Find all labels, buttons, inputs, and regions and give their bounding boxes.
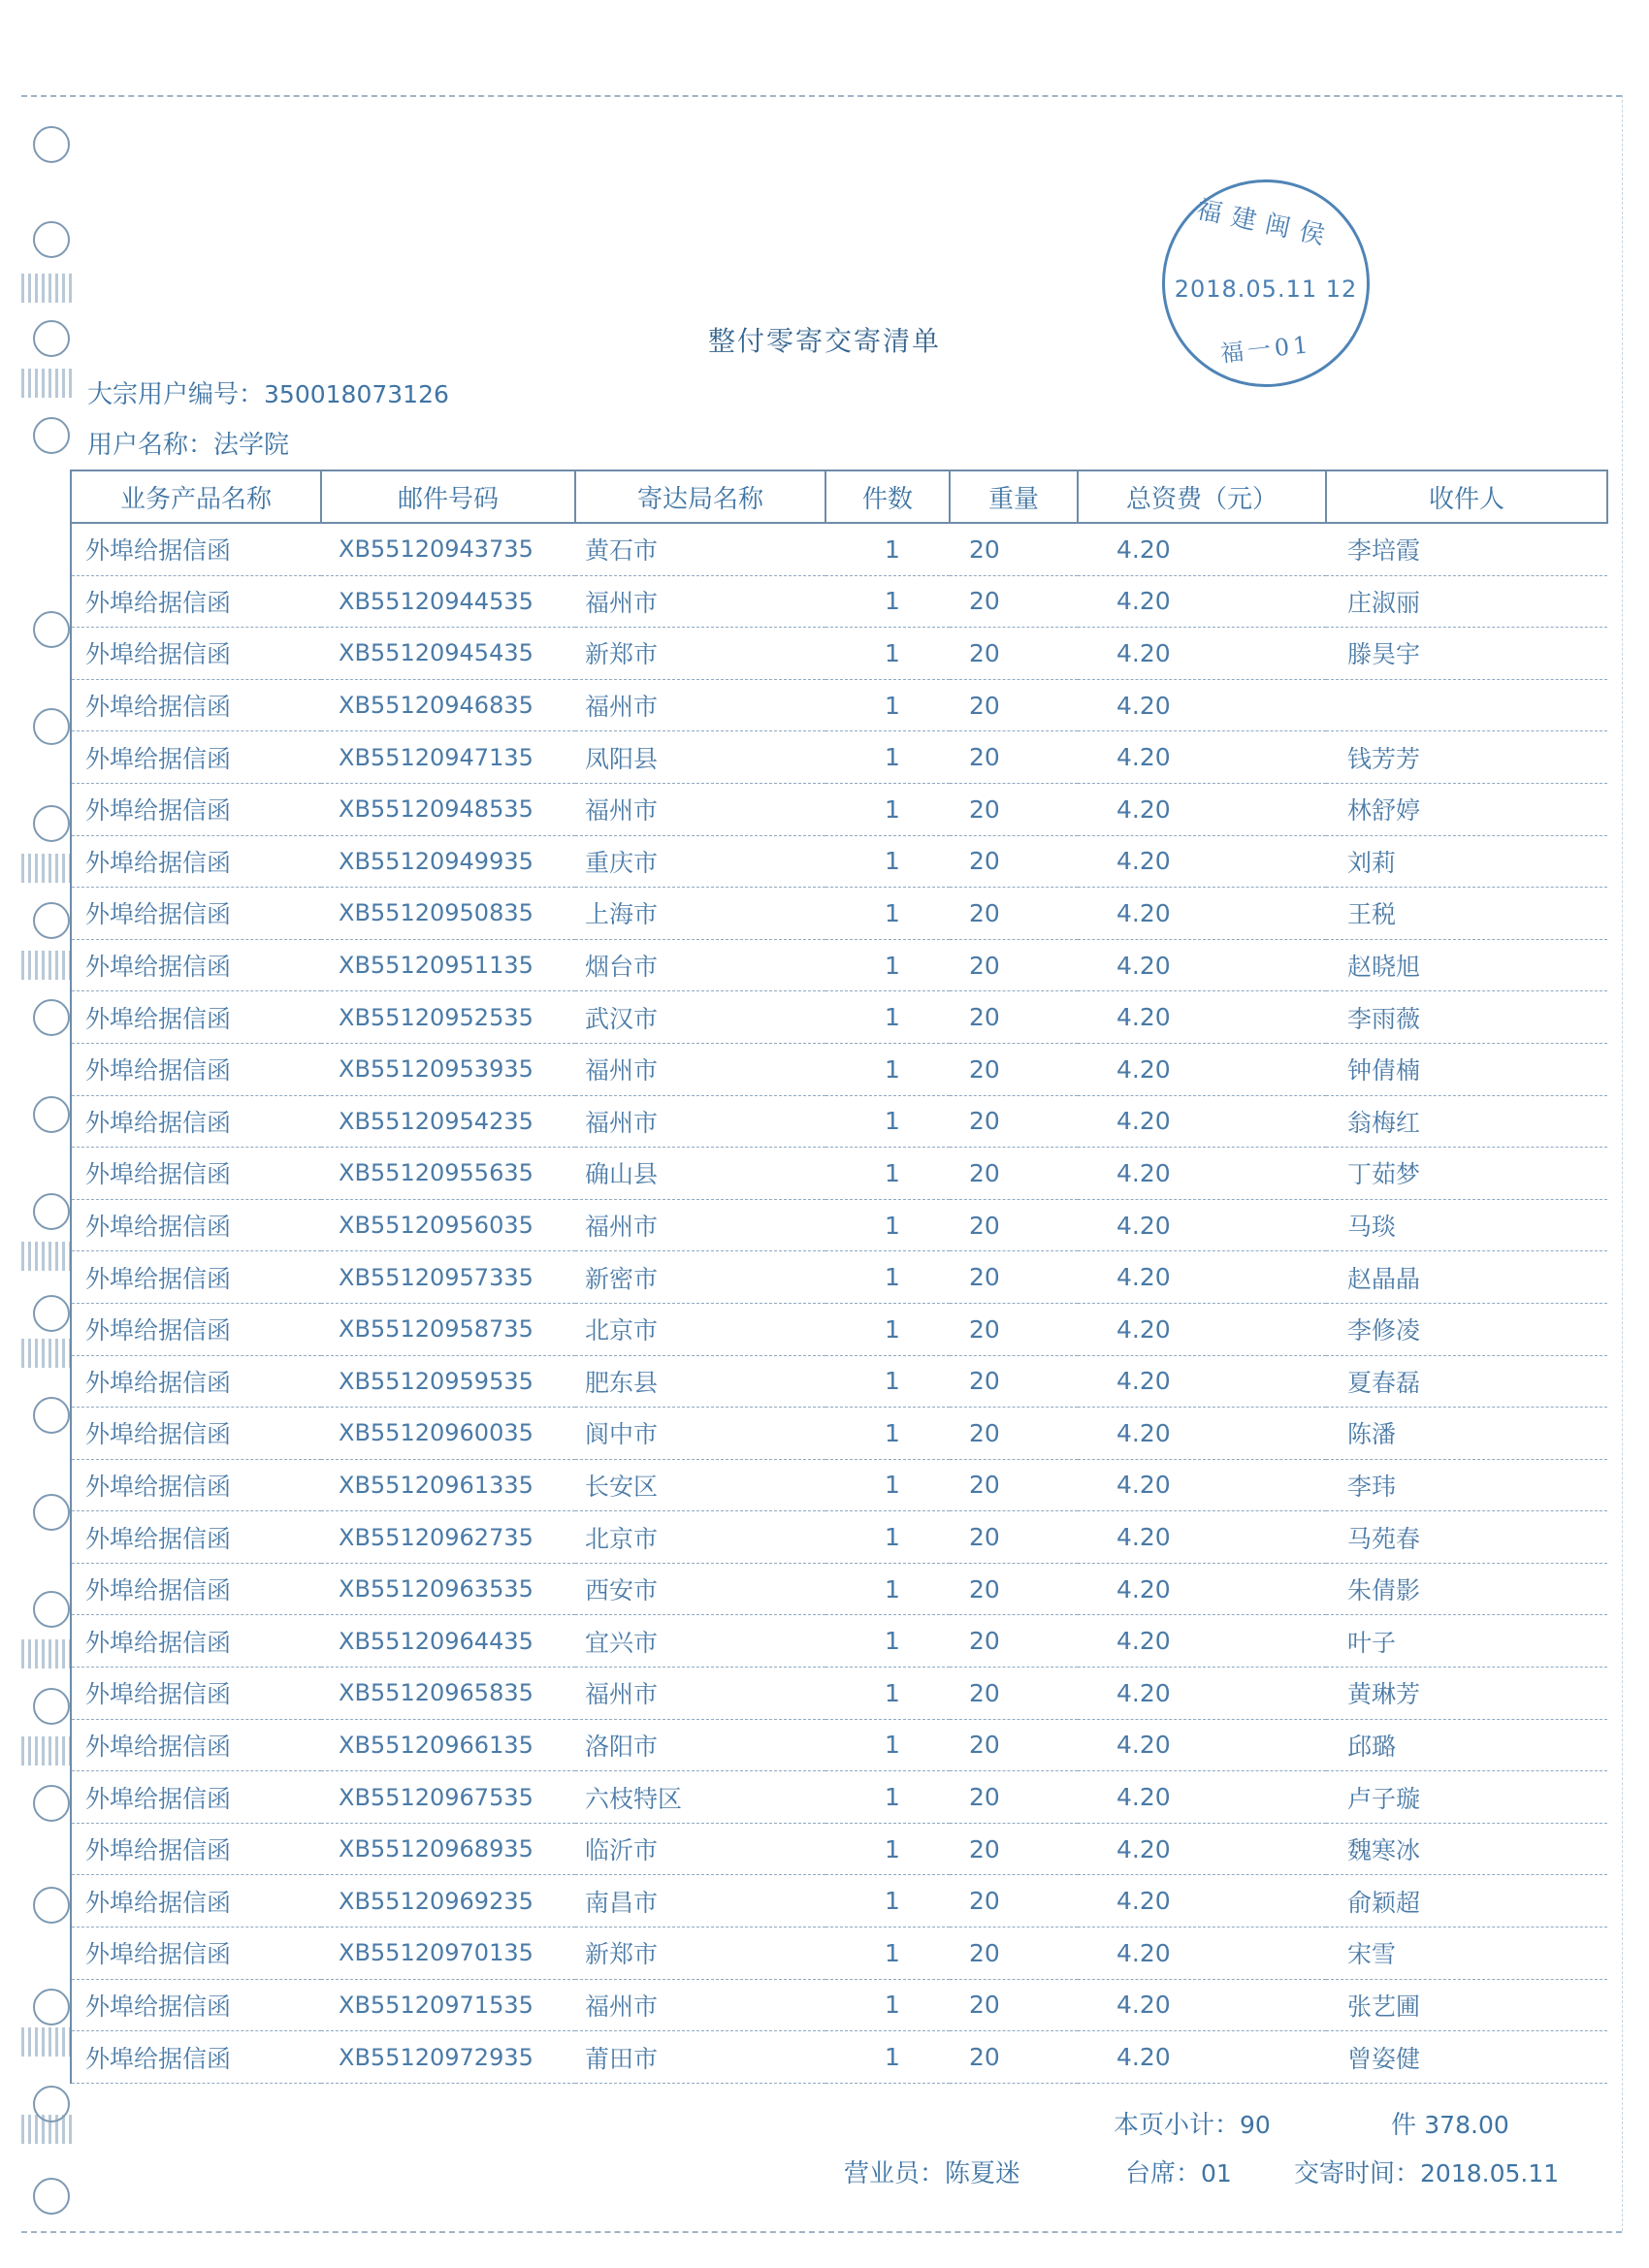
cell-destination: 新郑市 xyxy=(575,1928,825,1980)
cell-destination: 宜兴市 xyxy=(575,1615,825,1668)
cell-mail-number: XB55120971535 xyxy=(321,1979,575,2031)
cell-product: 外埠给据信函 xyxy=(71,1823,321,1875)
cell-mail-number: XB55120957335 xyxy=(321,1251,575,1304)
submit-time-label: 交寄时间： xyxy=(1294,2159,1421,2188)
cell-weight: 20 xyxy=(950,1303,1078,1355)
table-body xyxy=(71,523,1607,2083)
cell-count: 1 xyxy=(825,1408,950,1460)
customer-name-value: 法学院 xyxy=(213,431,290,460)
cell-weight: 20 xyxy=(950,1459,1078,1511)
cell-count: 1 xyxy=(825,1251,950,1304)
feed-mark xyxy=(21,951,72,980)
cell-weight: 20 xyxy=(950,731,1078,784)
cell-recipient: 刘莉 xyxy=(1326,835,1607,888)
cell-weight: 20 xyxy=(950,523,1078,575)
cell-count: 1 xyxy=(825,1928,950,1980)
table-row xyxy=(71,991,1607,1044)
cell-product: 外埠给据信函 xyxy=(71,628,321,680)
cell-total-fee: 4.20 xyxy=(1078,1148,1326,1200)
customer-name-label: 用户名称： xyxy=(87,431,214,460)
cell-product: 外埠给据信函 xyxy=(71,1928,321,1980)
cell-count: 1 xyxy=(825,888,950,940)
cell-mail-number: XB55120952535 xyxy=(321,991,575,1044)
cell-count: 1 xyxy=(825,1095,950,1148)
cell-weight: 20 xyxy=(950,1563,1078,1615)
cell-count: 1 xyxy=(825,1511,950,1564)
cell-destination: 福州市 xyxy=(575,1043,825,1095)
cell-product: 外埠给据信函 xyxy=(71,1199,321,1251)
col-header-recipient: 收件人 xyxy=(1326,470,1607,523)
subtotal-fee: 378.00 xyxy=(1424,2111,1509,2139)
cell-product: 外埠给据信函 xyxy=(71,2031,321,2084)
cell-product: 外埠给据信函 xyxy=(71,1408,321,1460)
table-row xyxy=(71,679,1607,731)
cell-weight: 20 xyxy=(950,1719,1078,1771)
cell-mail-number: XB55120963535 xyxy=(321,1563,575,1615)
cell-mail-number: XB55120959535 xyxy=(321,1355,575,1408)
cell-weight: 20 xyxy=(950,575,1078,628)
page-bottom-edge xyxy=(21,2231,1622,2233)
cell-count: 1 xyxy=(825,628,950,680)
cell-product: 外埠给据信函 xyxy=(71,991,321,1044)
col-header-count: 件数 xyxy=(825,470,950,523)
cell-product: 外埠给据信函 xyxy=(71,939,321,991)
cell-total-fee: 4.20 xyxy=(1078,1199,1326,1251)
table-row xyxy=(71,1928,1607,1980)
feed-mark xyxy=(21,274,72,303)
cell-total-fee: 4.20 xyxy=(1078,1043,1326,1095)
cell-mail-number: XB55120949935 xyxy=(321,835,575,888)
feed-mark xyxy=(21,854,72,883)
cell-count: 1 xyxy=(825,1771,950,1824)
cell-recipient: 宋雪 xyxy=(1326,1928,1607,1980)
cell-total-fee: 4.20 xyxy=(1078,1303,1326,1355)
cell-product: 外埠给据信函 xyxy=(71,1511,321,1564)
clerk-name: 陈夏迷 xyxy=(945,2159,1021,2188)
cell-recipient: 马琰 xyxy=(1326,1199,1607,1251)
cell-recipient: 陈潘 xyxy=(1326,1408,1607,1460)
table-row xyxy=(71,1459,1607,1511)
table-row xyxy=(71,1563,1607,1615)
cell-product: 外埠给据信函 xyxy=(71,1355,321,1408)
page-top-edge xyxy=(21,95,1622,97)
cell-product: 外埠给据信函 xyxy=(71,523,321,575)
cell-mail-number: XB55120968935 xyxy=(321,1823,575,1875)
cell-mail-number: XB55120945435 xyxy=(321,628,575,680)
cell-total-fee: 4.20 xyxy=(1078,835,1326,888)
table-row xyxy=(71,1979,1607,2031)
cell-total-fee: 4.20 xyxy=(1078,1668,1326,1720)
cell-weight: 20 xyxy=(950,783,1078,835)
cell-count: 1 xyxy=(825,1823,950,1875)
cell-recipient: 魏寒冰 xyxy=(1326,1823,1607,1875)
cell-weight: 20 xyxy=(950,628,1078,680)
table-row xyxy=(71,1511,1607,1564)
cell-total-fee: 4.20 xyxy=(1078,1615,1326,1668)
cell-product: 外埠给据信函 xyxy=(71,835,321,888)
cell-destination: 新郑市 xyxy=(575,628,825,680)
customer-id-value: 350018073126 xyxy=(264,380,449,408)
col-header-mail-number: 邮件号码 xyxy=(321,470,575,523)
cell-recipient: 钟倩楠 xyxy=(1326,1043,1607,1095)
cell-count: 1 xyxy=(825,991,950,1044)
page-subtotal xyxy=(1114,2105,1271,2141)
table-row xyxy=(71,1668,1607,1720)
cell-product: 外埠给据信函 xyxy=(71,1615,321,1668)
cell-total-fee: 4.20 xyxy=(1078,628,1326,680)
cell-total-fee: 4.20 xyxy=(1078,783,1326,835)
cell-count: 1 xyxy=(825,1199,950,1251)
cell-recipient: 李雨薇 xyxy=(1326,991,1607,1044)
counter-value: 01 xyxy=(1201,2159,1232,2187)
cell-count: 1 xyxy=(825,1668,950,1720)
cell-destination: 莆田市 xyxy=(575,2031,825,2084)
cell-recipient: 钱芳芳 xyxy=(1326,731,1607,784)
stamp-date: 2018.05.11 12 xyxy=(1174,275,1358,303)
cell-total-fee: 4.20 xyxy=(1078,888,1326,940)
cell-recipient: 曾姿健 xyxy=(1326,2031,1607,2084)
table-row xyxy=(71,1148,1607,1200)
cell-recipient: 王税 xyxy=(1326,888,1607,940)
table-row xyxy=(71,1043,1607,1095)
cell-count: 1 xyxy=(825,1355,950,1408)
cell-product: 外埠给据信函 xyxy=(71,783,321,835)
customer-id-label: 大宗用户编号： xyxy=(87,380,265,409)
table-row xyxy=(71,731,1607,784)
cell-weight: 20 xyxy=(950,939,1078,991)
cell-product: 外埠给据信函 xyxy=(71,1043,321,1095)
cell-product: 外埠给据信函 xyxy=(71,575,321,628)
cell-weight: 20 xyxy=(950,1511,1078,1564)
cell-destination: 北京市 xyxy=(575,1303,825,1355)
cell-total-fee: 4.20 xyxy=(1078,679,1326,731)
cell-recipient: 邱璐 xyxy=(1326,1719,1607,1771)
cell-product: 外埠给据信函 xyxy=(71,679,321,731)
mailing-list-table xyxy=(70,470,1608,2084)
cell-destination: 长安区 xyxy=(575,1459,825,1511)
unit-label: 件 xyxy=(1391,2111,1417,2140)
cell-destination: 六枝特区 xyxy=(575,1771,825,1824)
cell-mail-number: XB55120944535 xyxy=(321,575,575,628)
cell-total-fee: 4.20 xyxy=(1078,1408,1326,1460)
cell-weight: 20 xyxy=(950,2031,1078,2084)
cell-destination: 福州市 xyxy=(575,1095,825,1148)
cell-mail-number: XB55120951135 xyxy=(321,939,575,991)
cell-destination: 福州市 xyxy=(575,679,825,731)
cell-destination: 烟台市 xyxy=(575,939,825,991)
cell-recipient: 夏春磊 xyxy=(1326,1355,1607,1408)
cell-count: 1 xyxy=(825,523,950,575)
cell-destination: 肥东县 xyxy=(575,1355,825,1408)
cell-mail-number: XB55120969235 xyxy=(321,1875,575,1928)
table-row xyxy=(71,1875,1607,1928)
cell-recipient: 朱倩影 xyxy=(1326,1563,1607,1615)
cell-recipient: 滕昊宇 xyxy=(1326,628,1607,680)
cell-recipient: 赵晶晶 xyxy=(1326,1251,1607,1304)
cell-total-fee: 4.20 xyxy=(1078,1823,1326,1875)
cell-recipient: 马苑春 xyxy=(1326,1511,1607,1564)
cell-weight: 20 xyxy=(950,1928,1078,1980)
cell-recipient xyxy=(1326,679,1607,731)
cell-mail-number: XB55120955635 xyxy=(321,1148,575,1200)
cell-product: 外埠给据信函 xyxy=(71,1459,321,1511)
cell-product: 外埠给据信函 xyxy=(71,1251,321,1304)
cell-destination: 凤阳县 xyxy=(575,731,825,784)
feed-mark xyxy=(21,1242,72,1271)
table-row xyxy=(71,783,1607,835)
cell-mail-number: XB55120954235 xyxy=(321,1095,575,1148)
cell-mail-number: XB55120964435 xyxy=(321,1615,575,1668)
cell-count: 1 xyxy=(825,1563,950,1615)
table-row xyxy=(71,523,1607,575)
cell-destination: 南昌市 xyxy=(575,1875,825,1928)
table-row xyxy=(71,939,1607,991)
cell-destination: 上海市 xyxy=(575,888,825,940)
cell-destination: 洛阳市 xyxy=(575,1719,825,1771)
clerk-label: 营业员： xyxy=(844,2159,946,2188)
cell-total-fee: 4.20 xyxy=(1078,1719,1326,1771)
cell-count: 1 xyxy=(825,731,950,784)
subtotal-label: 本页小计： xyxy=(1114,2111,1241,2140)
table-row xyxy=(71,1615,1607,1668)
cell-recipient: 俞颖超 xyxy=(1326,1875,1607,1928)
cell-count: 1 xyxy=(825,835,950,888)
feed-mark xyxy=(21,1339,72,1368)
cell-weight: 20 xyxy=(950,1148,1078,1200)
cell-count: 1 xyxy=(825,679,950,731)
cell-product: 外埠给据信函 xyxy=(71,1875,321,1928)
document-title: 整付零寄交寄清单 xyxy=(707,325,941,357)
cell-destination: 黄石市 xyxy=(575,523,825,575)
cell-destination: 新密市 xyxy=(575,1251,825,1304)
cell-total-fee: 4.20 xyxy=(1078,939,1326,991)
page-subtotal-fee xyxy=(1391,2105,1509,2141)
cell-count: 1 xyxy=(825,1459,950,1511)
cell-total-fee: 4.20 xyxy=(1078,1459,1326,1511)
cell-weight: 20 xyxy=(950,1043,1078,1095)
cell-recipient: 庄淑丽 xyxy=(1326,575,1607,628)
cell-count: 1 xyxy=(825,1719,950,1771)
cell-count: 1 xyxy=(825,575,950,628)
cell-weight: 20 xyxy=(950,991,1078,1044)
cell-product: 外埠给据信函 xyxy=(71,1303,321,1355)
cell-count: 1 xyxy=(825,1043,950,1095)
feed-mark xyxy=(21,369,72,398)
cell-destination: 福州市 xyxy=(575,1979,825,2031)
cell-mail-number: XB55120950835 xyxy=(321,888,575,940)
cell-weight: 20 xyxy=(950,1355,1078,1408)
cell-mail-number: XB55120970135 xyxy=(321,1928,575,1980)
cell-weight: 20 xyxy=(950,1095,1078,1148)
cell-count: 1 xyxy=(825,1148,950,1200)
cell-total-fee: 4.20 xyxy=(1078,1928,1326,1980)
cell-weight: 20 xyxy=(950,1408,1078,1460)
cell-total-fee: 4.20 xyxy=(1078,1251,1326,1304)
cell-count: 1 xyxy=(825,2031,950,2084)
submit-time-line xyxy=(1294,2154,1559,2189)
table-row xyxy=(71,1251,1607,1304)
cell-total-fee: 4.20 xyxy=(1078,575,1326,628)
cell-total-fee: 4.20 xyxy=(1078,1563,1326,1615)
col-header-product: 业务产品名称 xyxy=(71,470,321,523)
feed-mark xyxy=(21,2115,72,2144)
col-header-destination: 寄达局名称 xyxy=(575,470,825,523)
cell-weight: 20 xyxy=(950,1199,1078,1251)
cell-destination: 福州市 xyxy=(575,575,825,628)
stamp-code: 福一01 xyxy=(1218,331,1313,368)
cell-destination: 福州市 xyxy=(575,1199,825,1251)
counter-label: 台席： xyxy=(1125,2159,1202,2188)
cell-recipient: 李修凌 xyxy=(1326,1303,1607,1355)
table-row xyxy=(71,1823,1607,1875)
feed-mark xyxy=(21,1639,72,1669)
col-header-total-fee: 总资费（元） xyxy=(1078,470,1326,523)
table-row xyxy=(71,1771,1607,1824)
cell-weight: 20 xyxy=(950,1251,1078,1304)
cell-weight: 20 xyxy=(950,679,1078,731)
feed-mark xyxy=(21,1736,72,1766)
cell-count: 1 xyxy=(825,1979,950,2031)
cell-weight: 20 xyxy=(950,1615,1078,1668)
cell-product: 外埠给据信函 xyxy=(71,731,321,784)
cell-total-fee: 4.20 xyxy=(1078,1095,1326,1148)
cell-recipient: 李玮 xyxy=(1326,1459,1607,1511)
cell-weight: 20 xyxy=(950,1875,1078,1928)
clerk-line xyxy=(844,2154,1020,2189)
cell-mail-number: XB55120961335 xyxy=(321,1459,575,1511)
cell-recipient: 叶子 xyxy=(1326,1615,1607,1668)
page-right-edge xyxy=(1622,95,1623,2231)
cell-recipient: 丁茹梦 xyxy=(1326,1148,1607,1200)
cell-mail-number: XB55120965835 xyxy=(321,1668,575,1720)
cell-destination: 西安市 xyxy=(575,1563,825,1615)
cell-destination: 福州市 xyxy=(575,1668,825,1720)
cell-weight: 20 xyxy=(950,1979,1078,2031)
cell-total-fee: 4.20 xyxy=(1078,1511,1326,1564)
table-row xyxy=(71,575,1607,628)
table-row xyxy=(71,1408,1607,1460)
cell-mail-number: XB55120967535 xyxy=(321,1771,575,1824)
cell-destination: 重庆市 xyxy=(575,835,825,888)
cell-mail-number: XB55120960035 xyxy=(321,1408,575,1460)
cell-destination: 确山县 xyxy=(575,1148,825,1200)
cell-product: 外埠给据信函 xyxy=(71,888,321,940)
cell-recipient: 黄琳芳 xyxy=(1326,1668,1607,1720)
cell-recipient: 卢子璇 xyxy=(1326,1771,1607,1824)
col-header-weight: 重量 xyxy=(950,470,1078,523)
cell-mail-number: XB55120958735 xyxy=(321,1303,575,1355)
table-row xyxy=(71,1199,1607,1251)
table-row xyxy=(71,1355,1607,1408)
cell-destination: 武汉市 xyxy=(575,991,825,1044)
table-row xyxy=(71,888,1607,940)
cell-count: 1 xyxy=(825,783,950,835)
cell-recipient: 赵晓旭 xyxy=(1326,939,1607,991)
stamp-office-name: 福建闽侯 xyxy=(1193,195,1338,253)
table-row xyxy=(71,1095,1607,1148)
cell-total-fee: 4.20 xyxy=(1078,731,1326,784)
cell-count: 1 xyxy=(825,1615,950,1668)
cell-mail-number: XB55120966135 xyxy=(321,1719,575,1771)
cell-destination: 阆中市 xyxy=(575,1408,825,1460)
cell-weight: 20 xyxy=(950,835,1078,888)
cell-destination: 福州市 xyxy=(575,783,825,835)
cell-count: 1 xyxy=(825,1303,950,1355)
cell-weight: 20 xyxy=(950,1771,1078,1824)
table-row xyxy=(71,835,1607,888)
subtotal-count: 90 xyxy=(1240,2111,1271,2139)
cell-count: 1 xyxy=(825,939,950,991)
cell-total-fee: 4.20 xyxy=(1078,991,1326,1044)
cell-recipient: 翁梅红 xyxy=(1326,1095,1607,1148)
customer-id-line xyxy=(87,374,449,410)
cell-total-fee: 4.20 xyxy=(1078,523,1326,575)
cell-product: 外埠给据信函 xyxy=(71,1771,321,1824)
cell-destination: 临沂市 xyxy=(575,1823,825,1875)
cell-weight: 20 xyxy=(950,1823,1078,1875)
cell-recipient: 李培霞 xyxy=(1326,523,1607,575)
cell-product: 外埠给据信函 xyxy=(71,1095,321,1148)
cell-weight: 20 xyxy=(950,1668,1078,1720)
cell-destination: 北京市 xyxy=(575,1511,825,1564)
cell-recipient: 林舒婷 xyxy=(1326,783,1607,835)
submit-time-value: 2018.05.11 xyxy=(1420,2159,1560,2187)
cell-mail-number: XB55120943735 xyxy=(321,523,575,575)
feed-mark xyxy=(21,2027,72,2057)
cell-mail-number: XB55120948535 xyxy=(321,783,575,835)
table-row xyxy=(71,1303,1607,1355)
cell-total-fee: 4.20 xyxy=(1078,1979,1326,2031)
table-header-row xyxy=(71,470,1607,523)
cell-total-fee: 4.20 xyxy=(1078,1355,1326,1408)
table-row xyxy=(71,628,1607,680)
cell-total-fee: 4.20 xyxy=(1078,2031,1326,2084)
cell-mail-number: XB55120953935 xyxy=(321,1043,575,1095)
cell-weight: 20 xyxy=(950,888,1078,940)
table-row xyxy=(71,2031,1607,2084)
counter-line xyxy=(1125,2154,1232,2189)
table-row xyxy=(71,1719,1607,1771)
cell-mail-number: XB55120972935 xyxy=(321,2031,575,2084)
cell-product: 外埠给据信函 xyxy=(71,1979,321,2031)
cell-mail-number: XB55120947135 xyxy=(321,731,575,784)
cell-product: 外埠给据信函 xyxy=(71,1563,321,1615)
cell-product: 外埠给据信函 xyxy=(71,1148,321,1200)
customer-name-line xyxy=(87,425,289,461)
cell-mail-number: XB55120962735 xyxy=(321,1511,575,1564)
cell-mail-number: XB55120956035 xyxy=(321,1199,575,1251)
cell-count: 1 xyxy=(825,1875,950,1928)
cell-product: 外埠给据信函 xyxy=(71,1668,321,1720)
cell-total-fee: 4.20 xyxy=(1078,1875,1326,1928)
cell-product: 外埠给据信函 xyxy=(71,1719,321,1771)
cell-total-fee: 4.20 xyxy=(1078,1771,1326,1824)
cell-recipient: 张艺圃 xyxy=(1326,1979,1607,2031)
cell-mail-number: XB55120946835 xyxy=(321,679,575,731)
